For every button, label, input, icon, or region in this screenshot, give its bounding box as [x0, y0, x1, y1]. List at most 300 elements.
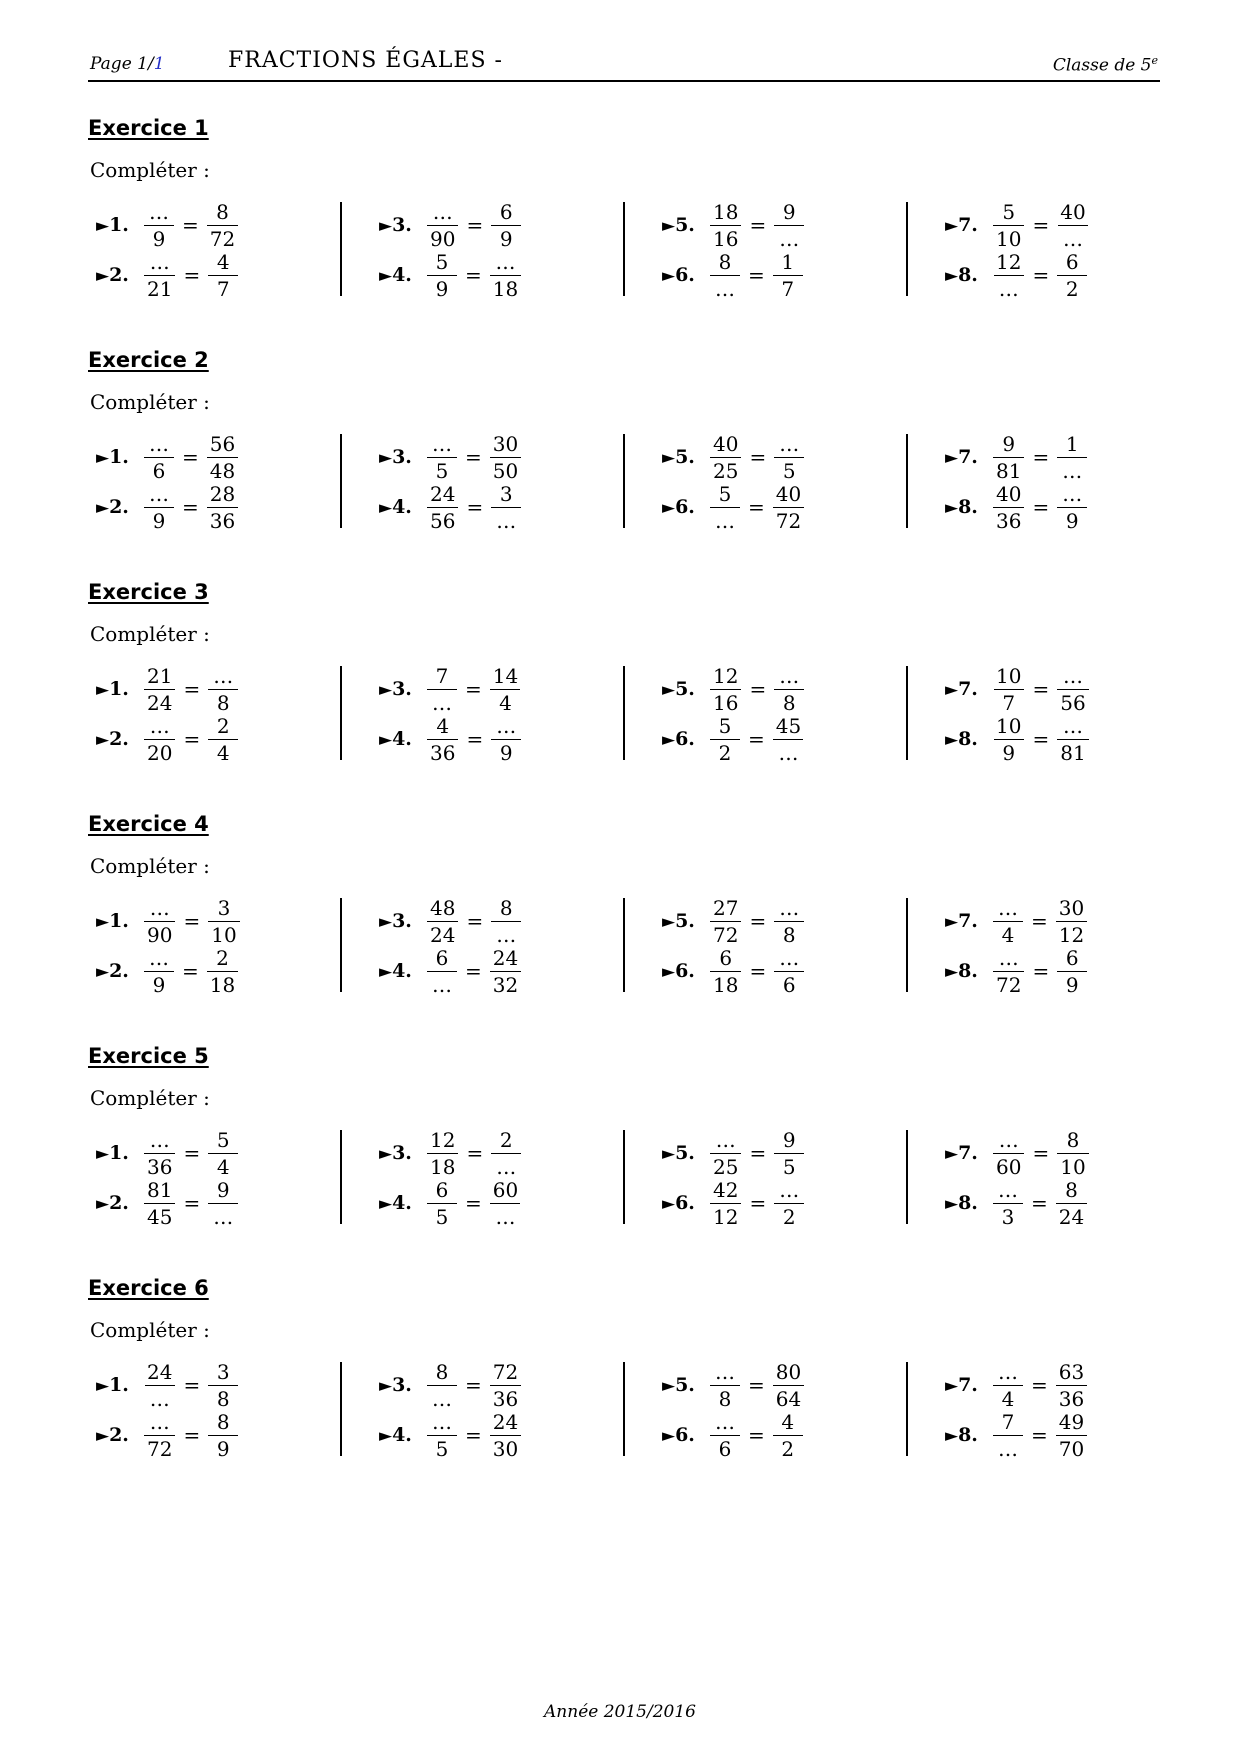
left-fraction — [427, 945, 457, 997]
problem-column — [88, 200, 338, 300]
denominator: 90 — [427, 225, 458, 249]
problem-number: 3. — [392, 1374, 412, 1396]
column-separator — [623, 1362, 625, 1456]
denominator: 5 — [427, 1203, 457, 1227]
problem-number: 7. — [958, 1142, 978, 1164]
fraction-problem — [937, 1360, 1087, 1410]
problem-label — [945, 678, 981, 700]
denominator: 18 — [490, 275, 521, 299]
left-fraction — [144, 481, 174, 533]
problem-number: 8. — [958, 496, 978, 518]
problem-label — [96, 678, 132, 700]
column-separator — [906, 666, 908, 760]
left-fraction — [993, 481, 1024, 533]
problem-number: 2. — [109, 728, 129, 750]
fraction-problem — [654, 1410, 803, 1460]
left-fraction — [427, 1127, 458, 1179]
column-separator — [906, 434, 908, 528]
numerator: 8 — [499, 895, 513, 920]
left-fraction — [710, 663, 741, 715]
fraction-problem — [88, 200, 238, 250]
right-fraction — [773, 1409, 803, 1461]
problem-number: 1. — [109, 446, 129, 468]
problem-number: 8. — [958, 1424, 978, 1446]
fraction-problem — [937, 714, 1089, 764]
denominator: 6 — [144, 457, 174, 481]
denominator: 9 — [1057, 507, 1087, 531]
equals-sign: = — [466, 727, 484, 751]
triangle-bullet-icon: ► — [96, 1194, 110, 1214]
triangle-bullet-icon: ► — [379, 1194, 393, 1214]
problem-label — [662, 1142, 698, 1164]
denominator: 18 — [710, 971, 741, 995]
problem-label — [662, 214, 698, 236]
numerator: 2 — [216, 713, 230, 738]
right-fraction — [491, 199, 521, 251]
equals-sign: = — [183, 1191, 201, 1215]
right-fraction — [490, 945, 521, 997]
problem-column — [654, 896, 904, 996]
denominator: 10 — [993, 225, 1024, 249]
problem-number: 7. — [958, 678, 978, 700]
numerator: 7 — [1001, 1409, 1015, 1434]
left-fraction — [144, 945, 174, 997]
left-fraction — [993, 895, 1023, 947]
equals-sign: = — [748, 495, 765, 519]
problem-number: 3. — [392, 910, 412, 932]
fraction-problem — [937, 432, 1087, 482]
problem-label — [662, 1192, 698, 1214]
denominator: 2 — [710, 739, 740, 763]
exercise-title: Exercice 4 — [88, 812, 209, 836]
exercise-instruction: Compléter : — [90, 158, 210, 182]
triangle-bullet-icon: ► — [96, 498, 110, 518]
denominator: 36 — [207, 507, 238, 531]
problem-number: 7. — [958, 446, 978, 468]
left-fraction — [993, 1359, 1023, 1411]
fraction-problem — [88, 1360, 238, 1410]
numerator: 5 — [718, 481, 732, 506]
triangle-bullet-icon: ► — [96, 1426, 110, 1446]
right-fraction — [491, 895, 521, 947]
denominator: 50 — [490, 457, 521, 481]
equals-sign: = — [465, 1373, 482, 1397]
fraction-problem — [654, 714, 804, 764]
equals-sign: = — [1032, 495, 1050, 519]
numerator: 48 — [430, 895, 456, 920]
right-fraction — [1057, 431, 1087, 483]
denominator: 8 — [774, 689, 804, 713]
problem-column — [88, 664, 338, 764]
problem-number: 1. — [109, 1142, 129, 1164]
denominator: 72 — [773, 507, 804, 531]
numerator: 4 — [781, 1409, 795, 1434]
equals-sign: = — [749, 1141, 767, 1165]
right-fraction — [774, 1177, 804, 1229]
exercise-2 — [88, 348, 1160, 558]
equals-sign: = — [182, 495, 199, 519]
problem-label — [379, 214, 415, 236]
numerator: … — [149, 199, 169, 224]
equals-sign: = — [1032, 959, 1050, 983]
numerator: 60 — [492, 1177, 519, 1202]
equals-sign: = — [1032, 1141, 1050, 1165]
denominator: 2 — [1057, 275, 1087, 299]
page-header — [88, 44, 1160, 82]
denominator: 56 — [1057, 689, 1088, 713]
equals-sign: = — [182, 445, 199, 469]
left-fraction — [710, 1177, 741, 1229]
triangle-bullet-icon: ► — [379, 498, 393, 518]
left-fraction — [427, 895, 458, 947]
denominator: 36 — [490, 1385, 521, 1409]
right-fraction — [491, 481, 521, 533]
numerator: 9 — [782, 199, 796, 224]
numerator: 40 — [775, 481, 802, 506]
equals-sign: = — [465, 959, 482, 983]
denominator: 24 — [144, 689, 175, 713]
denominator: 9 — [994, 739, 1024, 763]
numerator: 30 — [492, 431, 519, 456]
denominator: 8 — [208, 689, 238, 713]
equals-sign: = — [1031, 1423, 1048, 1447]
right-fraction — [774, 431, 804, 483]
denominator: 12 — [710, 1203, 741, 1227]
right-fraction — [1057, 663, 1088, 715]
problem-label — [379, 446, 415, 468]
left-fraction — [427, 249, 457, 301]
left-fraction — [144, 431, 174, 483]
triangle-bullet-icon: ► — [945, 1426, 959, 1446]
right-fraction — [208, 1177, 238, 1229]
denominator: 5 — [427, 457, 457, 481]
fraction-problem — [88, 1410, 238, 1460]
denominator: 4 — [993, 1385, 1023, 1409]
problem-column — [88, 1360, 338, 1460]
numerator: 63 — [1058, 1359, 1085, 1384]
triangle-bullet-icon: ► — [662, 730, 676, 750]
numerator: 8 — [216, 1409, 230, 1434]
numerator: … — [779, 431, 800, 456]
problem-label — [945, 1192, 981, 1214]
fraction-problem — [371, 482, 521, 532]
denominator: 64 — [773, 1385, 804, 1409]
fraction-problem — [371, 896, 521, 946]
fraction-problem — [937, 482, 1087, 532]
problem-column — [654, 1128, 904, 1228]
equals-sign: = — [466, 213, 484, 237]
right-fraction — [1056, 1409, 1087, 1461]
numerator: 3 — [499, 481, 513, 506]
denominator: … — [427, 689, 457, 713]
denominator: 72 — [207, 225, 238, 249]
triangle-bullet-icon: ► — [945, 730, 959, 750]
problem-column — [371, 200, 621, 300]
denominator: 72 — [993, 971, 1024, 995]
fraction-problem — [654, 482, 804, 532]
problem-number: 5. — [675, 1374, 695, 1396]
exercise-6 — [88, 1276, 1160, 1486]
numerator: 40 — [713, 431, 739, 456]
triangle-bullet-icon: ► — [662, 216, 676, 236]
numerator: 28 — [209, 481, 236, 506]
equals-sign: = — [748, 263, 765, 287]
denominator: … — [491, 921, 521, 945]
equals-sign: = — [749, 1191, 767, 1215]
page-number — [90, 54, 165, 74]
numerator: … — [496, 713, 517, 738]
problem-number: 2. — [109, 960, 129, 982]
left-fraction — [427, 1409, 457, 1461]
problem-label — [379, 1142, 415, 1164]
numerator: 8 — [718, 249, 732, 274]
numerator: 12 — [996, 249, 1022, 274]
numerator: … — [149, 481, 169, 506]
left-fraction — [993, 249, 1024, 301]
problem-number: 3. — [392, 214, 412, 236]
fraction-problem — [654, 1128, 804, 1178]
column-separator — [340, 898, 342, 992]
equals-sign: = — [1032, 445, 1050, 469]
document-title: FRACTIONS ÉGALES - — [228, 48, 503, 73]
numerator: 1 — [781, 249, 795, 274]
right-fraction — [208, 249, 238, 301]
equals-sign: = — [1031, 1191, 1048, 1215]
left-fraction — [144, 1127, 175, 1179]
equals-sign: = — [749, 677, 767, 701]
denominator: … — [427, 1385, 457, 1409]
numerator: … — [432, 1409, 452, 1434]
equals-sign: = — [465, 677, 482, 701]
right-fraction — [774, 895, 804, 947]
problem-column — [88, 1128, 338, 1228]
left-fraction — [993, 663, 1024, 715]
equals-sign: = — [183, 1141, 201, 1165]
denominator: 36 — [427, 739, 458, 763]
fraction-problem — [371, 1178, 521, 1228]
exercise-instruction: Compléter : — [90, 622, 210, 646]
triangle-bullet-icon: ► — [96, 266, 110, 286]
right-fraction — [1056, 1359, 1087, 1411]
right-fraction — [1057, 481, 1087, 533]
numerator: 9 — [216, 1177, 230, 1202]
problem-label — [379, 678, 415, 700]
problem-number: 2. — [109, 1192, 129, 1214]
problem-label — [96, 1424, 132, 1446]
numerator: … — [495, 249, 516, 274]
numerator: 5 — [216, 1127, 230, 1152]
denominator: 5 — [774, 1153, 804, 1177]
denominator: 6 — [710, 1435, 740, 1459]
numerator: … — [779, 1177, 800, 1202]
right-fraction — [208, 663, 238, 715]
exercise-1 — [88, 116, 1160, 326]
problem-number: 6. — [675, 496, 695, 518]
denominator: … — [491, 507, 521, 531]
numerator: 24 — [492, 1409, 519, 1434]
left-fraction — [993, 1127, 1024, 1179]
triangle-bullet-icon: ► — [96, 1144, 110, 1164]
equals-sign: = — [1032, 263, 1050, 287]
numerator: … — [998, 1127, 1019, 1152]
right-fraction — [490, 1177, 521, 1229]
denominator: 2 — [773, 1435, 803, 1459]
triangle-bullet-icon: ► — [96, 680, 110, 700]
right-fraction — [491, 713, 521, 765]
fraction-problem — [371, 1410, 521, 1460]
problem-label — [945, 728, 981, 750]
problem-label — [96, 446, 132, 468]
left-fraction — [144, 199, 174, 251]
triangle-bullet-icon: ► — [662, 1194, 676, 1214]
footer-year: Année 2015/2016 — [544, 1702, 696, 1722]
problem-label — [945, 264, 981, 286]
left-fraction — [710, 199, 741, 251]
triangle-bullet-icon: ► — [662, 962, 676, 982]
numerator: 24 — [430, 481, 456, 506]
denominator: 56 — [427, 507, 458, 531]
fraction-problem — [654, 432, 804, 482]
problem-label — [945, 1142, 981, 1164]
triangle-bullet-icon: ► — [379, 730, 393, 750]
numerator: 30 — [1058, 895, 1085, 920]
exercise-instruction: Compléter : — [90, 1318, 210, 1342]
right-fraction — [207, 199, 238, 251]
column-separator — [906, 1362, 908, 1456]
problem-number: 5. — [675, 446, 695, 468]
denominator: 9 — [491, 225, 521, 249]
equals-sign: = — [465, 1423, 482, 1447]
fraction-problem — [654, 946, 804, 996]
fraction-problem — [937, 664, 1089, 714]
problem-number: 8. — [958, 960, 978, 982]
denominator: 36 — [993, 507, 1024, 531]
problem-column — [654, 200, 904, 300]
problem-number: 5. — [675, 910, 695, 932]
fraction-problem — [88, 664, 238, 714]
denominator: … — [208, 1203, 238, 1227]
numerator: 14 — [492, 663, 519, 688]
numerator: … — [998, 1359, 1018, 1384]
fraction-problem — [88, 250, 238, 300]
triangle-bullet-icon: ► — [96, 448, 110, 468]
problem-number: 1. — [109, 678, 129, 700]
problem-number: 2. — [109, 264, 129, 286]
problem-column — [371, 664, 621, 764]
triangle-bullet-icon: ► — [662, 680, 676, 700]
denominator: 21 — [144, 275, 175, 299]
column-separator — [906, 1130, 908, 1224]
problem-label — [662, 496, 698, 518]
right-fraction — [207, 431, 238, 483]
right-fraction — [490, 663, 521, 715]
problem-label — [96, 728, 132, 750]
numerator: 5 — [435, 249, 449, 274]
problem-column — [654, 664, 904, 764]
column-separator — [906, 898, 908, 992]
denominator: 9 — [427, 275, 457, 299]
fraction-problem — [654, 1360, 804, 1410]
numerator: … — [149, 945, 169, 970]
denominator: 8 — [208, 1385, 238, 1409]
right-fraction — [208, 1409, 238, 1461]
numerator: 8 — [1066, 1127, 1080, 1152]
numerator: 6 — [435, 1177, 449, 1202]
problem-number: 6. — [675, 1192, 695, 1214]
problem-number: 3. — [392, 678, 412, 700]
denominator: 9 — [1057, 971, 1087, 995]
page-label: Page 1/ — [90, 54, 154, 74]
numerator: 6 — [499, 199, 513, 224]
triangle-bullet-icon: ► — [945, 680, 959, 700]
right-fraction — [774, 663, 804, 715]
denominator: 7 — [773, 275, 803, 299]
problem-number: 5. — [675, 678, 695, 700]
numerator: 12 — [713, 663, 739, 688]
exercise-title: Exercice 6 — [88, 1276, 209, 1300]
numerator: … — [149, 1127, 170, 1152]
left-fraction — [427, 199, 458, 251]
denominator: 70 — [1056, 1435, 1087, 1459]
problem-label — [945, 1424, 981, 1446]
equals-sign: = — [183, 727, 201, 751]
numerator: … — [432, 199, 453, 224]
left-fraction — [427, 481, 458, 533]
right-fraction — [773, 713, 804, 765]
fraction-problem — [371, 1360, 521, 1410]
equals-sign: = — [749, 959, 767, 983]
problem-number: 5. — [675, 214, 695, 236]
denominator: 36 — [1056, 1385, 1087, 1409]
problem-label — [96, 1142, 132, 1164]
denominator: … — [994, 275, 1024, 299]
fraction-problem — [937, 1128, 1089, 1178]
problem-number: 1. — [109, 1374, 129, 1396]
problem-column — [88, 896, 338, 996]
left-fraction — [144, 713, 175, 765]
problem-label — [379, 728, 415, 750]
fraction-problem — [371, 664, 521, 714]
denominator: … — [710, 507, 740, 531]
page-total-link[interactable]: 1 — [153, 54, 165, 74]
equals-sign: = — [749, 445, 767, 469]
problem-label — [945, 496, 981, 518]
right-fraction — [1057, 199, 1088, 251]
problem-label — [379, 960, 415, 982]
fraction-problem — [371, 200, 521, 250]
problem-label — [96, 214, 132, 236]
numerator: 4 — [216, 249, 230, 274]
numerator: 24 — [147, 1359, 173, 1384]
numerator: 2 — [216, 945, 229, 970]
triangle-bullet-icon: ► — [945, 266, 959, 286]
denominator: 48 — [207, 457, 238, 481]
fraction-problem — [654, 664, 804, 714]
denominator: … — [490, 1203, 520, 1227]
problem-number: 4. — [392, 960, 412, 982]
right-fraction — [208, 1127, 238, 1179]
problem-number: 5. — [675, 1142, 695, 1164]
problem-label — [96, 910, 132, 932]
column-separator — [340, 1362, 342, 1456]
numerator: … — [715, 1359, 735, 1384]
numerator: … — [715, 1409, 735, 1434]
fraction-problem — [654, 200, 804, 250]
right-fraction — [208, 1359, 238, 1411]
problem-column — [371, 1360, 621, 1460]
numerator: 3 — [216, 1359, 230, 1384]
numerator: 6 — [1065, 249, 1079, 274]
